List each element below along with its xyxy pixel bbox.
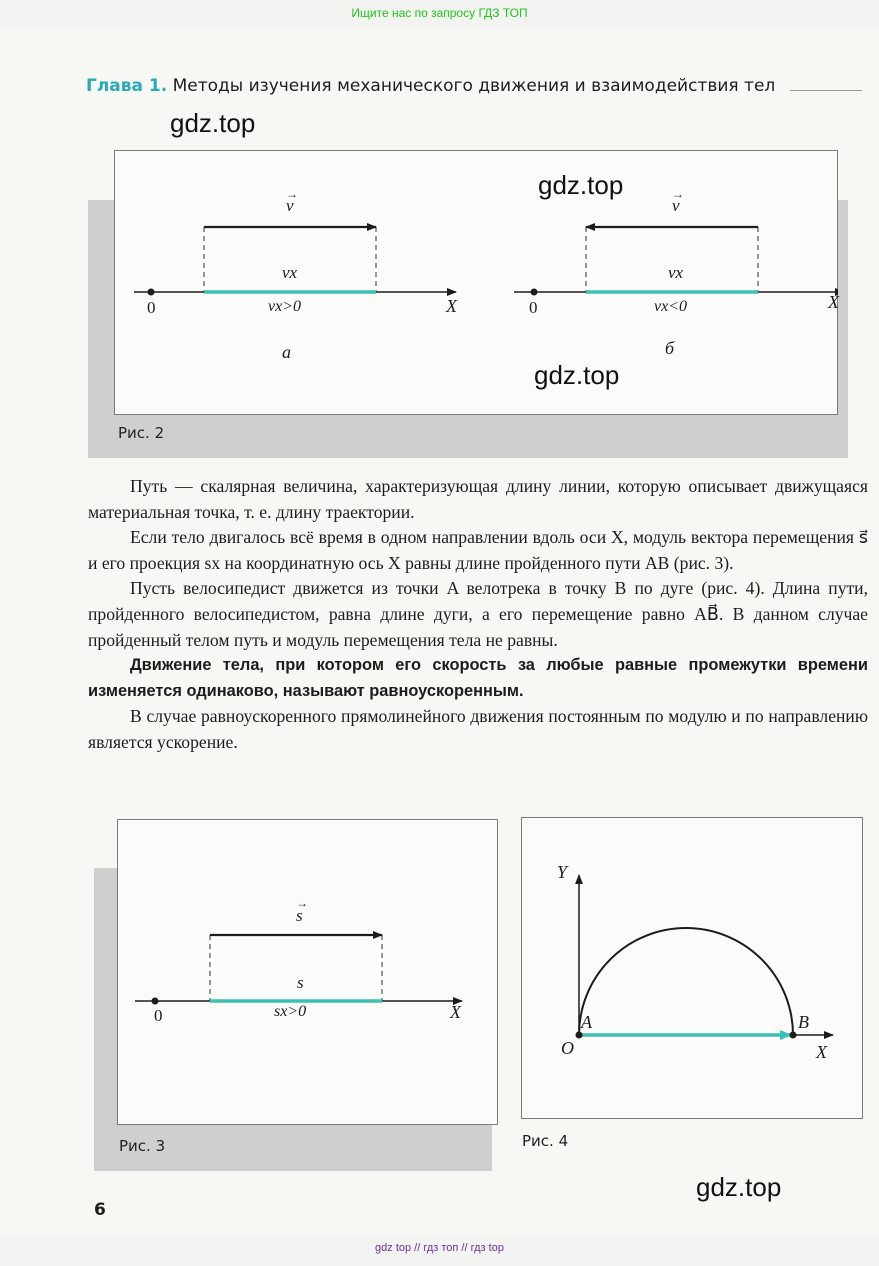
fig3-projection-label: s	[297, 973, 304, 992]
figure3-caption: Рис. 3	[119, 1137, 166, 1155]
watermark: gdz.top	[170, 108, 256, 138]
page-number: 6	[94, 1200, 106, 1220]
fig2b-projection-label: vx	[668, 263, 684, 282]
paragraph: Если тело двигалось всё время в одном направлении вдоль оси X, модуль вектора перемещения s⃗ и его проекция sx на координатную ось X равны длине пройденного пути AB (рис. 3).	[88, 527, 868, 573]
definition-paragraph: Движение тела, при котором его скорость за любые равные промежутки времени изменяется одинаково, называют равноускоренным.	[88, 656, 868, 700]
fig4-point-b-label: B	[798, 1012, 809, 1032]
fig4-origin-label: O	[561, 1038, 574, 1058]
fig4-arc-path	[579, 928, 793, 1035]
fig2b-sublabel: б	[665, 338, 675, 358]
chapter-title: Методы изучения механического движения и взаимодействия тел	[172, 76, 776, 96]
figure4-drawing	[521, 817, 863, 1119]
figure2-caption: Рис. 2	[118, 424, 165, 442]
watermark: gdz.top	[696, 1172, 782, 1202]
paragraph: Путь — скалярная величина, характеризующая длину линии, которую описывает движущаяся материальная точка, т. е. длину траектории.	[88, 476, 868, 522]
fig2a-origin-label: 0	[147, 298, 156, 317]
fig4-x-label: X	[816, 1042, 827, 1062]
fig2b-origin-dot	[531, 289, 538, 296]
fig4-y-label: Y	[557, 862, 568, 882]
fig2a-condition-label: vx>0	[268, 298, 301, 315]
fig2b-axis-label: X	[828, 292, 839, 312]
body-text	[88, 474, 868, 756]
fig3-origin-dot	[152, 998, 159, 1005]
header-search-link[interactable]: Ищите нас по запросу ГДЗ ТОП	[351, 6, 528, 20]
header-rule	[790, 90, 862, 91]
fig3-vector-label: → s	[296, 896, 308, 925]
fig2b-vector-text: v	[672, 196, 680, 215]
figure3-drawing	[117, 819, 498, 1125]
footer-links[interactable]: gdz top // гдз топ // гдз top	[375, 1242, 504, 1254]
fig2a-origin-dot	[148, 289, 155, 296]
chapter-header	[86, 76, 775, 96]
fig2a-axis-label: X	[446, 296, 457, 316]
paragraph: Пусть велосипедист движется из точки A велотрека в точку B по дуге (рис. 4). Длина пути, пройденного велосипедистом, равна длине дуги, а его перемещение равно AB⃗. В данном случае пройденный телом путь и модуль перемещения тела не равны.	[88, 578, 868, 650]
fig2a-vector-label: → v	[286, 187, 298, 215]
fig2a-projection-label: vx	[282, 263, 298, 282]
fig3-vector-text: s	[296, 906, 303, 925]
fig2a-vector-text: v	[286, 196, 294, 215]
fig2b-condition-label: vx<0	[654, 298, 687, 315]
fig4-point-b-dot	[790, 1032, 797, 1039]
fig2a-sublabel: а	[282, 342, 291, 362]
fig3-origin-label: 0	[154, 1006, 163, 1025]
figure2-drawing	[114, 150, 838, 415]
watermark: gdz.top	[538, 170, 624, 200]
fig2b-vector-label: → v	[672, 187, 684, 215]
figure4-caption: Рис. 4	[522, 1132, 569, 1150]
watermark: gdz.top	[534, 360, 620, 390]
paragraph: В случае равноускоренного прямолинейного движения постоянным по модулю и по направлению является ускорение.	[88, 706, 868, 752]
chapter-label: Глава 1.	[86, 76, 168, 96]
fig2b-origin-label: 0	[529, 298, 538, 317]
fig3-condition-label: sx>0	[274, 1003, 307, 1020]
fig3-axis-label: X	[450, 1002, 461, 1022]
fig4-point-a-label: A	[581, 1012, 592, 1032]
